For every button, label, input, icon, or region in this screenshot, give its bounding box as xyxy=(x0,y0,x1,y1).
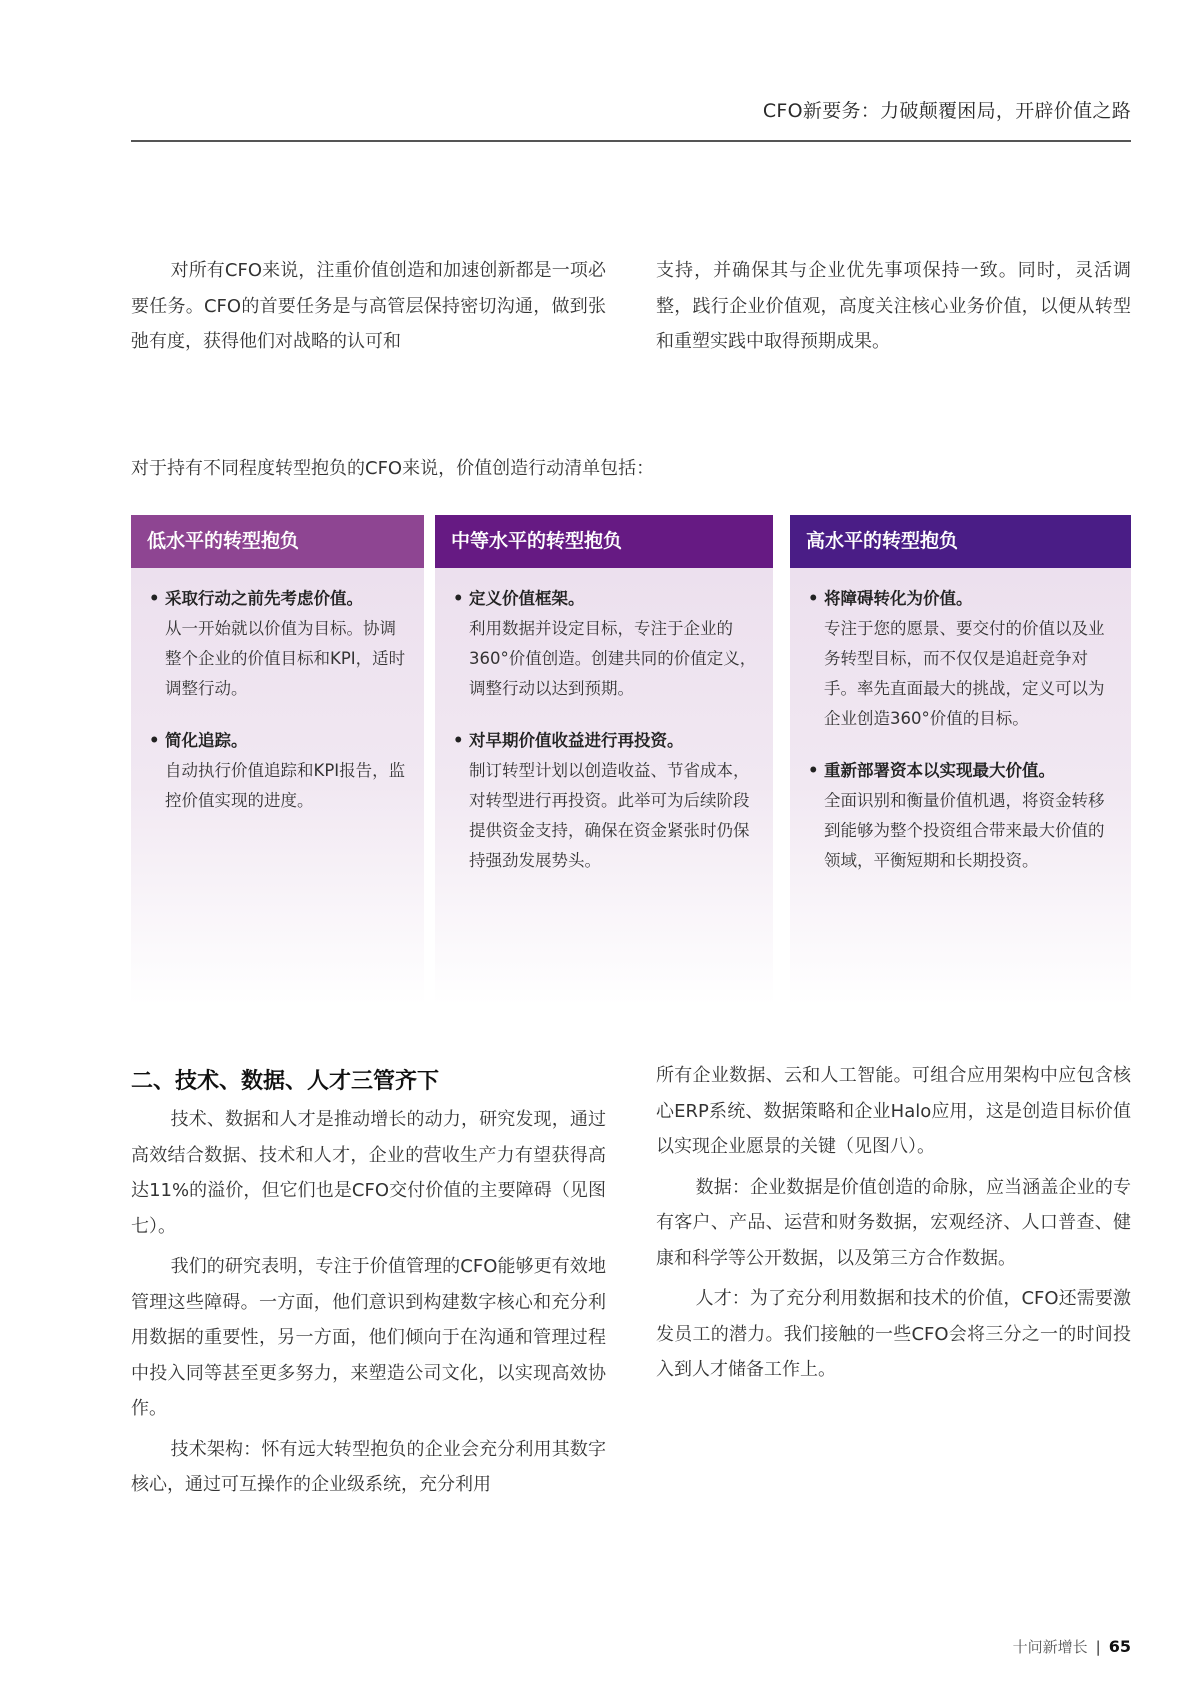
body-paragraph: 技术架构：怀有远大转型抱负的企业会充分利用其数字核心，通过可互操作的企业级系统，充分利用 xyxy=(131,1438,606,1495)
card-item xyxy=(149,726,410,816)
intro-column-right xyxy=(656,253,1131,360)
body-paragraph: 人才：为了充分利用数据和技术的价值，CFO还需要激发员工的潜力。我们接触的一些CFO会将三分之一的时间投入到人才储备工作上。 xyxy=(656,1288,1131,1380)
bullet-icon: • xyxy=(808,761,819,780)
section-heading: 二、技术、数据、人才三管齐下 xyxy=(131,1069,440,1094)
intro-paragraph-right: 支持，并确保其与企业优先事项保持一致。同时，灵活调整，践行企业价值观，高度关注核心业务价值，以便从转型和重塑实践中取得预期成果。 xyxy=(656,260,1131,352)
card-title: 高水平的转型抱负 xyxy=(790,515,1131,568)
page-footer xyxy=(1013,1636,1131,1657)
running-title: CFO新要务：力破颠覆困局，开辟价值之路 xyxy=(762,100,1131,122)
card-item xyxy=(149,584,410,704)
item-description: 利用数据并设定目标，专注于企业的360°价值创造。创建共同的价值定义，调整行动以达到预期。 xyxy=(469,619,757,698)
card-item xyxy=(808,756,1117,876)
card-high-ambition xyxy=(790,515,1131,1005)
card-low-ambition xyxy=(131,515,424,1005)
lead-sentence: 对于持有不同程度转型抱负的CFO来说，价值创造行动清单包括： xyxy=(131,458,655,479)
item-title: 将障碍转化为价值。 xyxy=(824,589,973,608)
bullet-icon: • xyxy=(149,731,160,750)
card-item xyxy=(808,584,1117,734)
item-description: 专注于您的愿景、要交付的价值以及业务转型目标，而不仅仅是追赶竞争对手。率先直面最大的挑战，定义可以为企业创造360°价值的目标。 xyxy=(824,619,1105,728)
card-item xyxy=(453,726,759,876)
card-title: 低水平的转型抱负 xyxy=(131,515,424,568)
body-paragraph: 技术、数据和人才是推动增长的动力，研究发现，通过高效结合数据、技术和人才，企业的营收生产力有望获得高达11%的溢价，但它们也是CFO交付价值的主要障碍（见图七）。 xyxy=(131,1109,606,1237)
item-title: 定义价值框架。 xyxy=(469,589,585,608)
footer-separator: | xyxy=(1095,1638,1101,1656)
item-description: 自动执行价值追踪和KPI报告，监控价值实现的进度。 xyxy=(165,761,406,810)
publication-name: 十问新增长 xyxy=(1012,1638,1088,1656)
item-description: 制订转型计划以创造收益、节省成本，对转型进行再投资。此举可为后续阶段提供资金支持，确保在资金紧张时仍保持强劲发展势头。 xyxy=(469,761,750,870)
card-medium-ambition xyxy=(435,515,773,1005)
card-item xyxy=(453,584,759,704)
section-column-right xyxy=(656,1058,1131,1393)
item-description: 全面识别和衡量价值机遇，将资金转移到能够为整个投资组合带来最大价值的领域，平衡短期和长期投资。 xyxy=(824,791,1105,870)
page-number: 65 xyxy=(1108,1637,1131,1656)
header-rule xyxy=(131,140,1131,142)
intro-column-left xyxy=(131,253,606,360)
body-paragraph: 所有企业数据、云和人工智能。可组合应用架构中应包含核心ERP系统、数据策略和企业Halo应用，这是创造目标价值以实现企业愿景的关键（见图八）。 xyxy=(656,1065,1131,1157)
bullet-icon: • xyxy=(453,589,464,608)
intro-paragraph-left: 对所有CFO来说，注重价值创造和加速创新都是一项必要任务。CFO的首要任务是与高管层保持密切沟通，做到张弛有度，获得他们对战略的认可和 xyxy=(131,260,606,352)
bullet-icon: • xyxy=(453,731,464,750)
item-title: 重新部署资本以实现最大价值。 xyxy=(824,761,1055,780)
section-column-left xyxy=(131,1102,606,1508)
bullet-icon: • xyxy=(149,589,160,608)
item-title: 对早期价值收益进行再投资。 xyxy=(469,731,684,750)
card-title: 中等水平的转型抱负 xyxy=(435,515,773,568)
item-title: 简化追踪。 xyxy=(165,731,248,750)
item-title: 采取行动之前先考虑价值。 xyxy=(165,589,363,608)
body-paragraph: 我们的研究表明，专注于价值管理的CFO能够更有效地管理这些障碍。一方面，他们意识到构建数字核心和充分利用数据的重要性，另一方面，他们倾向于在沟通和管理过程中投入同等甚至更多努力，来塑造公司文化，以实现高效协作。 xyxy=(131,1256,606,1419)
item-description: 从一开始就以价值为目标。协调整个企业的价值目标和KPI，适时调整行动。 xyxy=(165,619,406,698)
bullet-icon: • xyxy=(808,589,819,608)
ambition-cards xyxy=(131,515,1131,1005)
body-paragraph: 数据：企业数据是价值创造的命脉，应当涵盖企业的专有客户、产品、运营和财务数据，宏观经济、人口普查、健康和科学等公开数据，以及第三方合作数据。 xyxy=(656,1176,1131,1269)
